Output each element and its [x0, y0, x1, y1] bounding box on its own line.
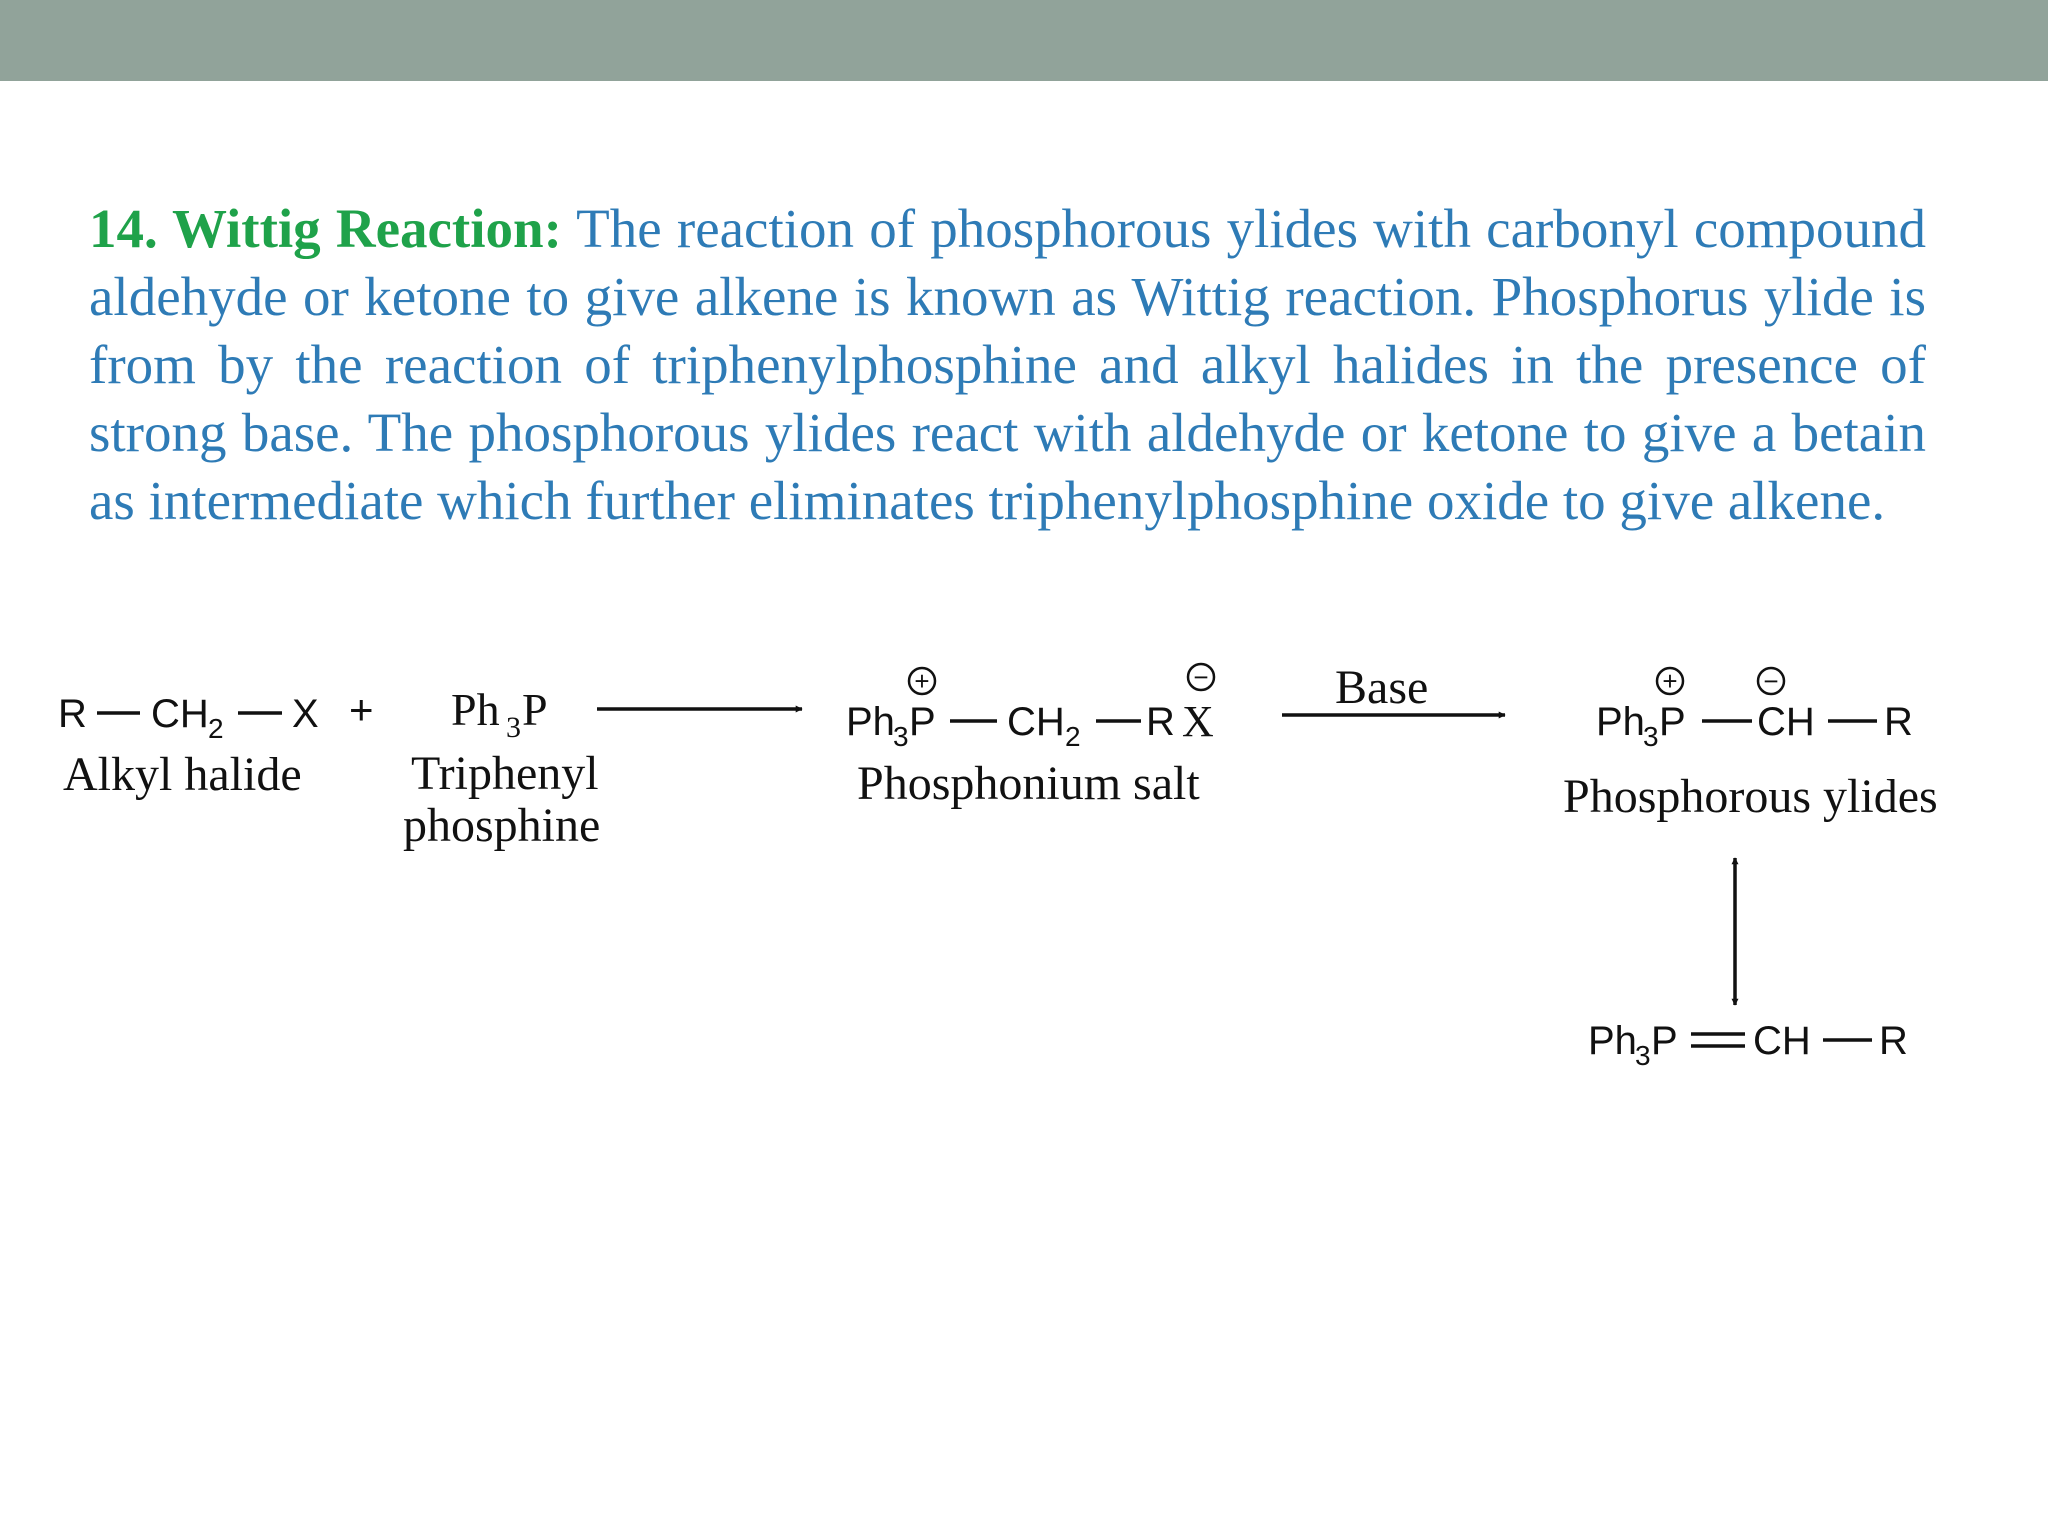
ylide-plus-charge: + — [1662, 666, 1678, 696]
salt-sub2: 2 — [1065, 721, 1081, 752]
ylene-r: R — [1879, 1019, 1908, 1063]
section-heading: 14. Wittig Reaction: — [89, 198, 562, 259]
base-reagent-label: Base — [1335, 661, 1429, 714]
alkyl-ch: CH — [151, 692, 209, 736]
salt-sub3: 3 — [893, 721, 909, 752]
ylene-p: P — [1651, 1019, 1678, 1063]
ylene-ch: CH — [1753, 1019, 1811, 1063]
phosphonium-salt-formula — [846, 662, 1214, 752]
alkyl-halide-label: Alkyl halide — [63, 748, 302, 801]
tpp-p: P — [522, 684, 548, 735]
salt-x: X — [1182, 697, 1214, 746]
ylide-minus-charge: − — [1763, 666, 1779, 696]
alkyl-sub2: 2 — [208, 713, 224, 744]
alkyl-r: R — [58, 692, 87, 736]
triphenylphosphine-label-line2: phosphine — [403, 799, 601, 852]
phosphonium-salt-label: Phosphonium salt — [857, 757, 1200, 810]
phosphonium-minus-charge: − — [1193, 662, 1209, 692]
salt-r: R — [1146, 700, 1175, 744]
tpp-ph: Ph — [451, 684, 500, 735]
ylide-ph: Ph — [1596, 700, 1645, 744]
tpp-sub3: 3 — [506, 711, 521, 744]
phosphonium-plus-charge: + — [914, 666, 930, 696]
ylide-label: Phosphorous ylides — [1563, 770, 1938, 823]
plus-sign: + — [349, 686, 374, 733]
ylene-sub3: 3 — [1635, 1040, 1651, 1071]
salt-ch: CH — [1007, 700, 1065, 744]
ylene-ph: Ph — [1588, 1019, 1637, 1063]
ylide-r: R — [1884, 700, 1913, 744]
alkyl-halide-formula — [58, 692, 319, 744]
ylide-ch: CH — [1757, 700, 1815, 744]
alkyl-x: X — [292, 692, 319, 736]
ylide-formula — [1596, 666, 1913, 752]
intro-text: The reaction of phosphorous ylides with carbonyl compound aldehyde or ketone to give alkene is known as Wittig reaction. Phosphorus ylide is from by the reaction of triphenylphosphine and alkyl halides in the presence of strong base. The phosphorous ylides react with aldehyde or ketone to give a betain as intermediate which further eliminates triphenylphosphine oxide to give alkene. — [89, 198, 1927, 531]
salt-p: P — [909, 700, 936, 744]
ylene-formula — [1588, 1019, 1908, 1071]
salt-ph: Ph — [846, 700, 895, 744]
ylide-p: P — [1659, 700, 1686, 744]
triphenylphosphine-formula — [451, 684, 548, 744]
ylide-sub3: 3 — [1643, 721, 1659, 752]
triphenylphosphine-label-line1: Triphenyl — [411, 747, 599, 800]
